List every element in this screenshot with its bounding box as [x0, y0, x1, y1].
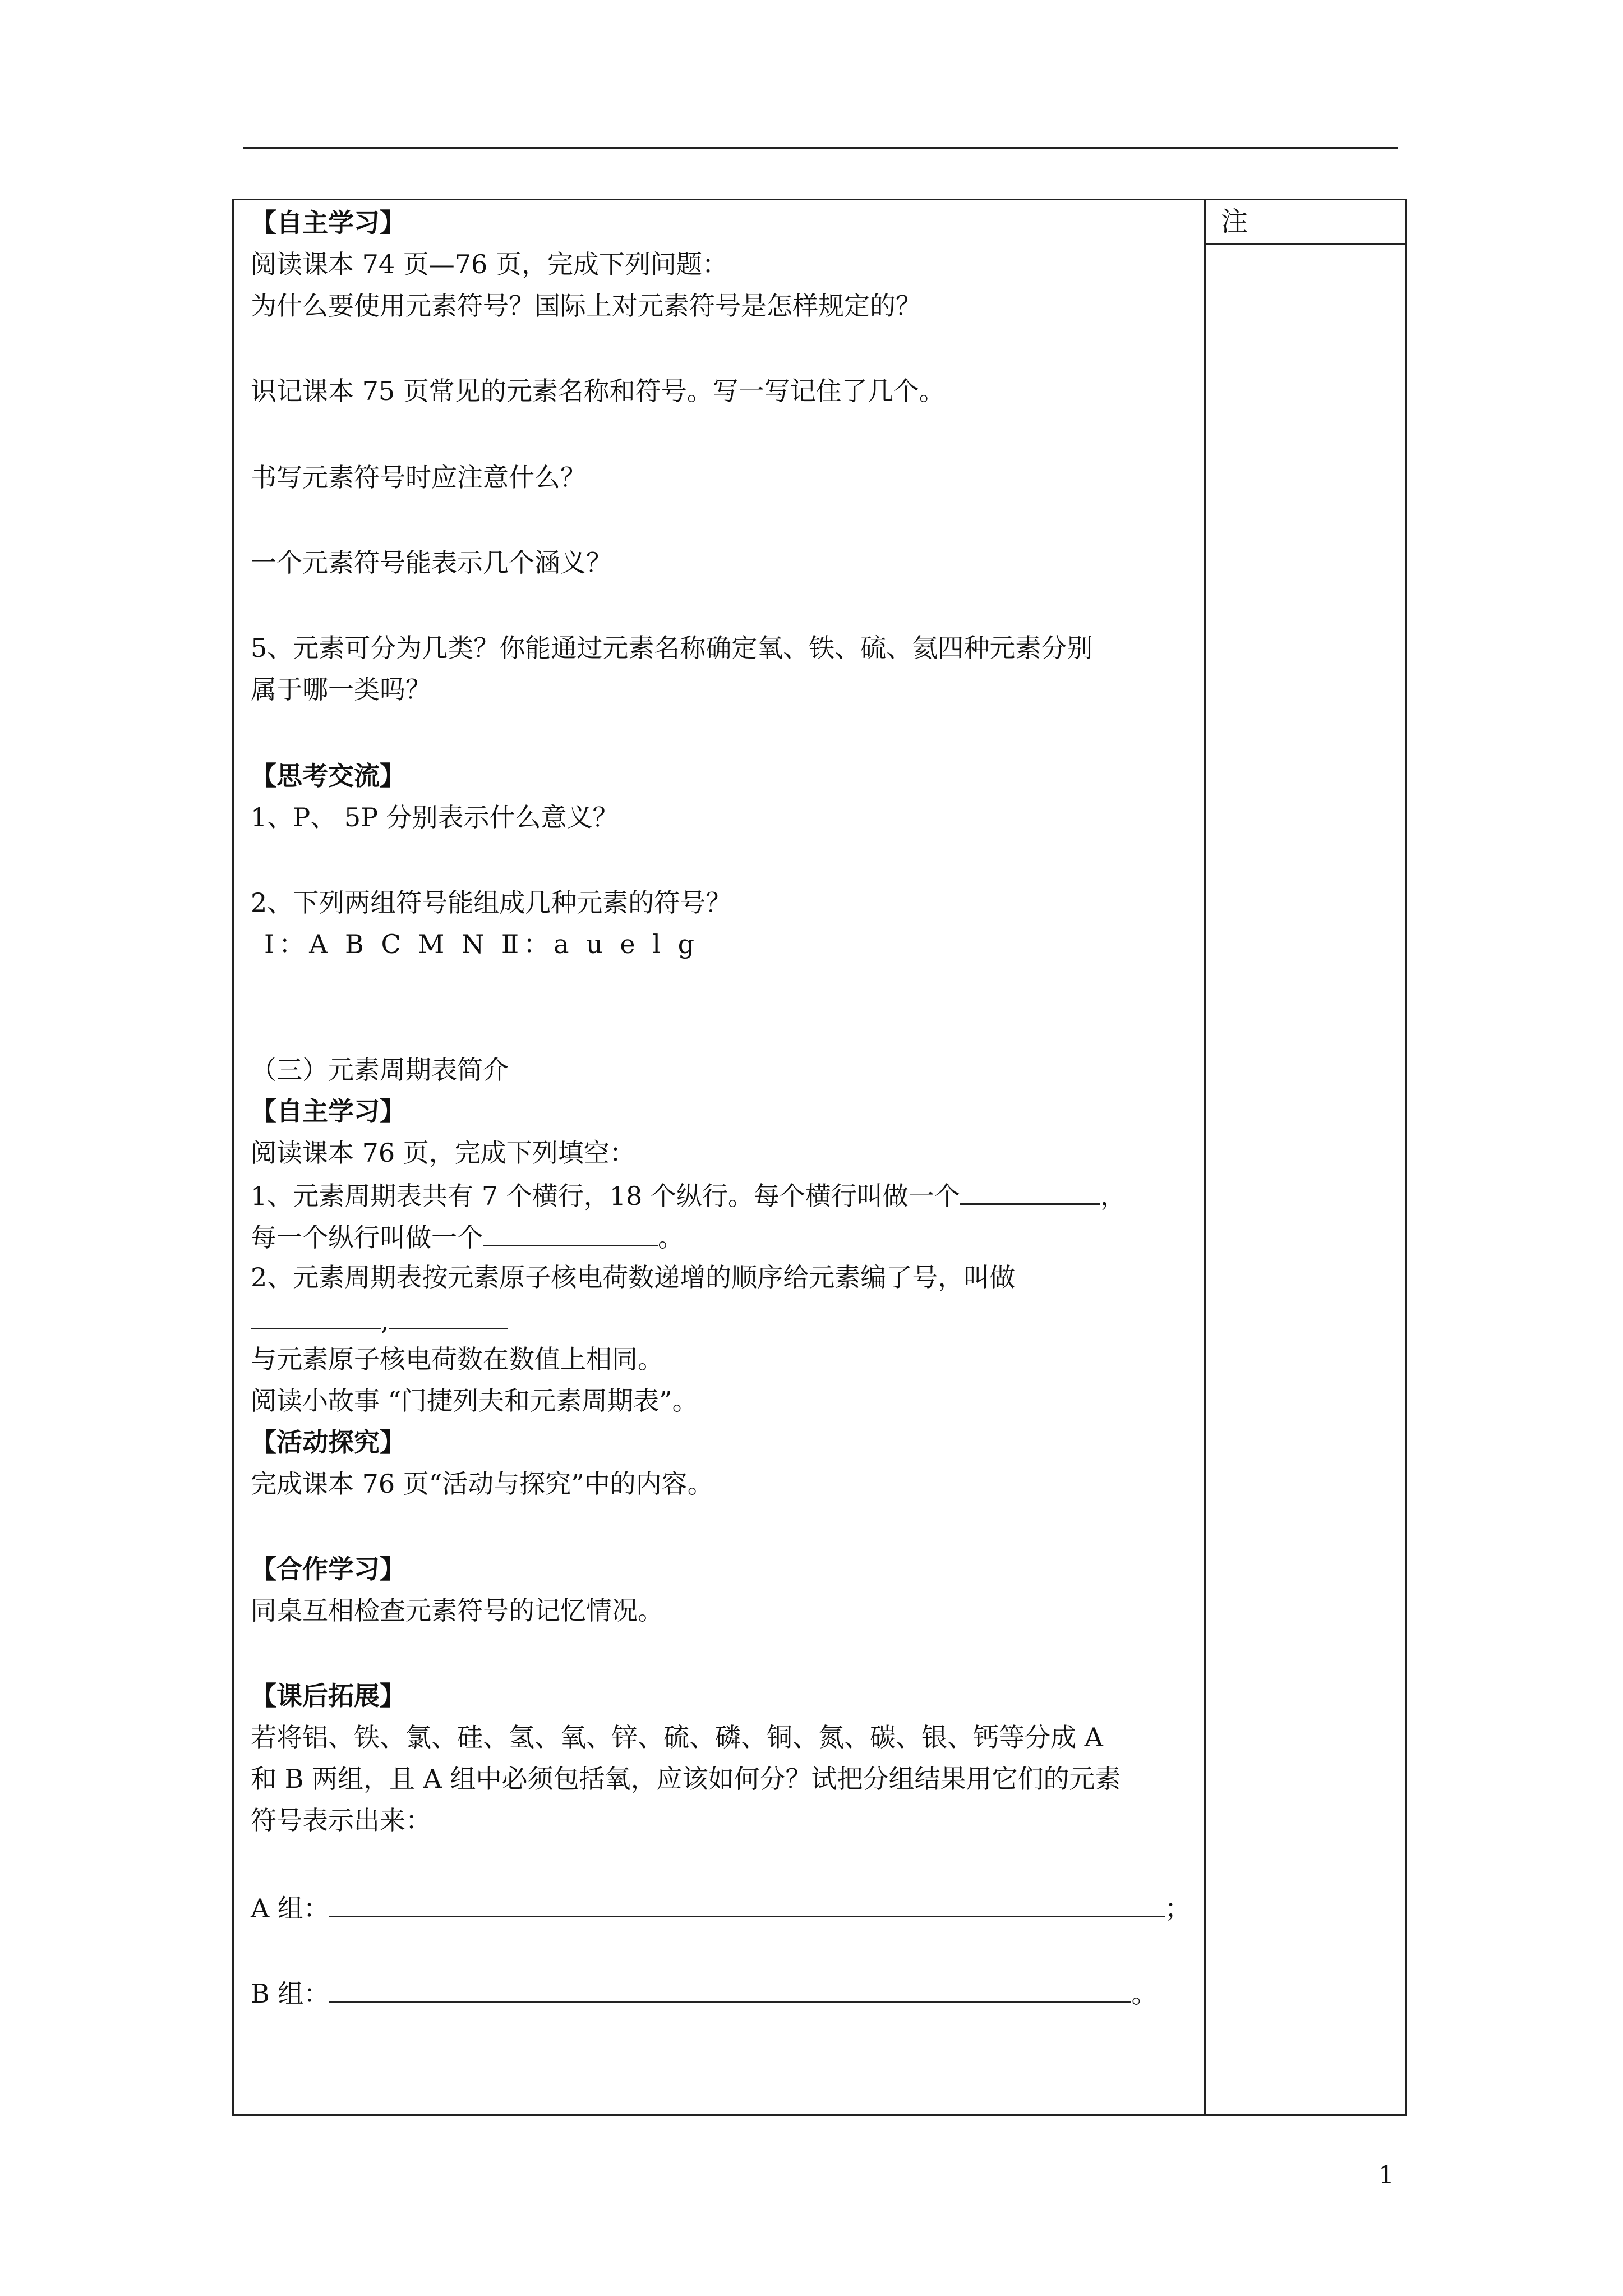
section-heading-cooperation: 【合作学习】 — [251, 1554, 405, 1584]
section-heading-self-study-2: 【自主学习】 — [251, 1096, 405, 1126]
fill-in-1-line-1 — [251, 1177, 1126, 1213]
blank-numbering-1[interactable] — [251, 1302, 381, 1329]
blank-numbering-2[interactable] — [389, 1302, 508, 1329]
section-title-periodic-table: （三）元素周期表简介 — [251, 1055, 509, 1085]
symbol-groups: Ⅰ：A B C M N Ⅱ：a u e l g — [264, 929, 699, 959]
column-divider — [1204, 200, 1206, 2114]
group-b-end: 。 — [1131, 1978, 1158, 2009]
section-heading-activity: 【活动探究】 — [251, 1427, 405, 1457]
extension-line-1: 若将铝、铁、氯、硅、氢、氧、锌、硫、磷、铜、氮、碳、银、钙等分成 A — [251, 1722, 1103, 1752]
discussion-question-2: 2、下列两组符号能组成几种元素的符号？ — [251, 887, 732, 918]
fill-in-1-text-c: 每一个纵行叫做一个 — [251, 1222, 483, 1253]
periodic-intro: 阅读课本 76 页，完成下列填空： — [251, 1138, 635, 1168]
page-number: 1 — [1378, 2161, 1394, 2189]
blank-column-name[interactable] — [483, 1219, 658, 1246]
section-heading-extension: 【课后拓展】 — [251, 1681, 405, 1711]
notes-header-divider — [1204, 243, 1405, 245]
group-a-row — [251, 1890, 1191, 1925]
question-5-line-1: 5、元素可分为几类？你能通过元素名称确定氧、铁、硫、氦四种元素分别 — [251, 633, 1093, 663]
self-study-intro: 阅读课本 74 页—76 页，完成下列问题： — [251, 249, 728, 279]
group-b-row — [251, 1975, 1157, 2010]
worksheet-table — [232, 199, 1407, 2116]
fill-in-2-line-3: 与元素原子核电荷数在数值上相同。 — [251, 1344, 663, 1374]
fill-in-1-text-b: ， — [1100, 1181, 1126, 1211]
fill-in-1-line-2 — [251, 1219, 684, 1254]
fill-in-2-line-1: 2、元素周期表按元素原子核电荷数递增的顺序给元素编了号，叫做 — [251, 1262, 1016, 1292]
section-heading-discussion: 【思考交流】 — [251, 761, 405, 791]
blank-row-name[interactable] — [960, 1177, 1100, 1205]
question-3: 书写元素符号时应注意什么？ — [251, 462, 586, 493]
fill-in-2-separator: , — [381, 1305, 389, 1336]
cooperation-text: 同桌互相检查元素符号的记忆情况。 — [251, 1595, 663, 1626]
fill-in-1-text-d: 。 — [658, 1222, 684, 1253]
group-b-answer-line[interactable] — [329, 1975, 1131, 2003]
notes-column-header: 注 — [1221, 206, 1248, 237]
group-a-answer-line[interactable] — [329, 1890, 1165, 1917]
group-a-end: ； — [1164, 1893, 1191, 1924]
question-5-line-2: 属于哪一类吗？ — [251, 674, 431, 705]
section-heading-self-study: 【自主学习】 — [251, 208, 405, 238]
activity-text: 完成课本 76 页“活动与探究”中的内容。 — [251, 1469, 713, 1499]
group-b-label: B 组： — [251, 1978, 330, 2009]
discussion-question-1: 1、P、 5P 分别表示什么意义？ — [251, 802, 619, 832]
question-4: 一个元素符号能表示几个涵义？ — [251, 547, 612, 578]
header-rule — [243, 147, 1398, 149]
extension-line-2: 和 B 两组，且 A 组中必须包括氧，应该如何分？试把分组结果用它们的元素 — [251, 1764, 1121, 1794]
extension-line-3: 符号表示出来： — [251, 1805, 431, 1835]
fill-in-1-text-a: 1、元素周期表共有 7 个横行，18 个纵行。每个横行叫做一个 — [251, 1181, 960, 1211]
reading-story: 阅读小故事 “门捷列夫和元素周期表”。 — [251, 1386, 698, 1416]
fill-in-2-line-2 — [251, 1302, 508, 1337]
group-a-label: A 组： — [251, 1893, 329, 1924]
question-1: 为什么要使用元素符号？国际上对元素符号是怎样规定的？ — [251, 291, 921, 321]
question-2: 识记课本 75 页常见的元素名称和符号。写一写记住了几个。 — [251, 376, 945, 406]
